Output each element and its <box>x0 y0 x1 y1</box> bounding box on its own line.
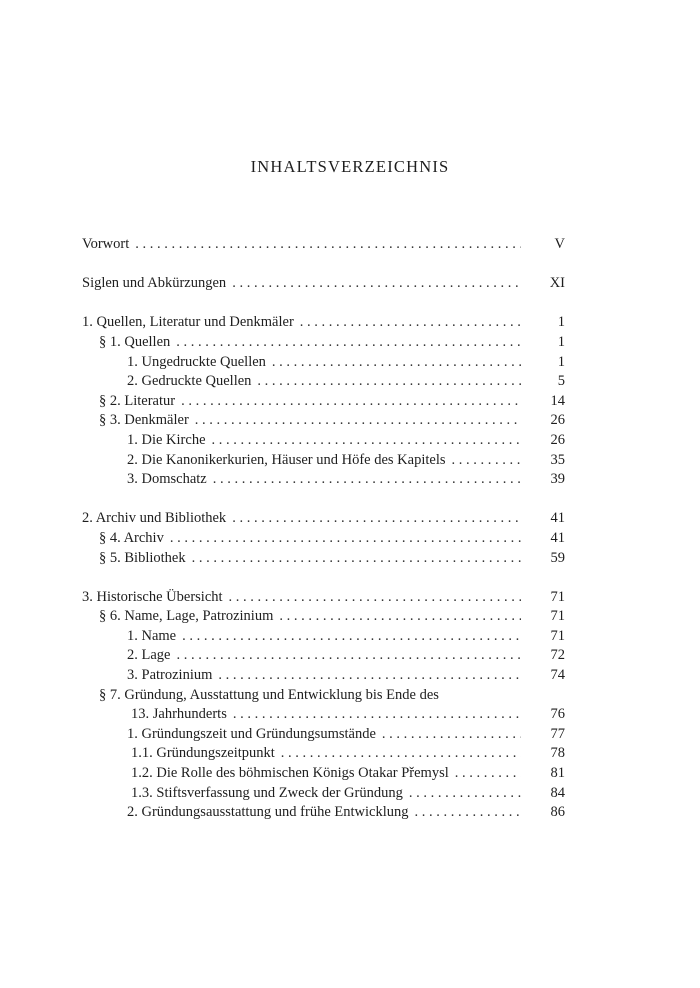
toc-entry <box>82 803 565 823</box>
toc-entry-label: 1. Die Kirche <box>127 431 206 448</box>
toc-entry <box>82 549 565 569</box>
toc-entry-page: 1 <box>557 333 565 350</box>
toc-entry-label: 2. Gründungsausstattung und frühe Entwicklung <box>127 804 409 821</box>
toc-entry-label: § 6. Name, Lage, Patrozinium <box>99 608 274 625</box>
toc-entry-page: V <box>554 236 565 252</box>
toc-entry-label: 1.1. Gründungszeitpunkt <box>131 745 275 762</box>
toc-entry-label: 2. Gedruckte Quellen <box>127 373 252 390</box>
toc-entry-continuation <box>82 705 565 725</box>
toc-entry-label: 3. Historische Übersicht <box>82 588 223 605</box>
toc-entry-page: 41 <box>550 510 565 527</box>
toc-entry-page: 81 <box>550 765 565 782</box>
toc-entry <box>82 392 565 412</box>
toc-entry <box>82 313 565 333</box>
toc-entry-label: 1. Name <box>127 627 177 644</box>
toc-entry-page: XI <box>549 275 565 292</box>
toc-entry-page: 1 <box>557 353 565 370</box>
dot-leader <box>192 549 521 569</box>
toc-entry <box>82 744 565 764</box>
toc-entry-label: 2. Die Kanonikerkurien, Häuser und Höfe des Kapitels <box>127 451 446 468</box>
toc-entry-label: § 1. Quellen <box>99 333 171 350</box>
dot-leader <box>279 607 521 627</box>
dot-leader <box>232 509 521 529</box>
toc-entry-label: 3. Domschatz <box>127 471 207 488</box>
toc-entry-label: § 2. Literatur <box>99 392 176 409</box>
dot-leader <box>257 372 521 392</box>
toc-entry-label: § 5. Bibliothek <box>99 549 186 566</box>
toc-entry-label: § 4. Archiv <box>99 529 164 546</box>
toc-entry-page: 72 <box>550 647 565 664</box>
toc-entry-label: 3. Patrozinium <box>127 667 213 684</box>
toc-entry <box>82 784 565 804</box>
toc-entry <box>82 607 565 627</box>
dot-leader <box>233 705 521 725</box>
toc-entry-label: Vorwort <box>82 236 130 252</box>
toc-entry-page: 1 <box>557 314 565 331</box>
toc-entry-page: 39 <box>550 471 565 488</box>
toc-entry <box>82 666 565 686</box>
dot-leader <box>135 235 521 255</box>
dot-leader <box>382 725 521 745</box>
toc-entry-label: 2. Archiv und Bibliothek <box>82 510 227 527</box>
toc-entry-page: 71 <box>550 627 565 644</box>
dot-leader <box>455 764 521 784</box>
dot-leader <box>213 470 521 490</box>
toc-entry <box>82 431 565 451</box>
dot-leader <box>272 353 521 373</box>
toc-entry-page: 14 <box>550 392 565 409</box>
toc-entry <box>82 529 565 549</box>
toc-entry <box>82 333 565 353</box>
toc-entry <box>82 274 565 294</box>
toc-entry-page: 78 <box>550 745 565 762</box>
toc-entry <box>82 411 565 431</box>
toc-entry-label: Siglen und Abkürzungen <box>82 275 227 292</box>
dot-leader <box>218 666 521 686</box>
toc-entry <box>82 470 565 490</box>
toc-entry-page: 71 <box>550 588 565 605</box>
toc-entry-label: 1.3. Stiftsverfassung und Zweck der Gründung <box>131 784 403 801</box>
dot-leader <box>409 784 521 804</box>
toc-entry <box>82 235 565 255</box>
toc-entry <box>82 588 565 608</box>
dot-leader <box>170 529 521 549</box>
dot-leader <box>415 803 521 823</box>
page-title: INHALTSVERZEICHNIS <box>250 157 450 176</box>
dot-leader <box>452 451 521 471</box>
table-of-contents <box>82 235 565 823</box>
toc-entry-label: § 7. Gründung, Ausstattung und Entwicklung bis Ende des <box>99 686 439 703</box>
toc-entry-page: 76 <box>550 706 565 723</box>
toc-entry <box>82 646 565 666</box>
toc-entry <box>82 451 565 471</box>
toc-entry-page: 86 <box>550 804 565 821</box>
dot-leader <box>176 646 521 666</box>
toc-entry <box>82 509 565 529</box>
toc-entry-page: 77 <box>550 725 565 742</box>
toc-entry <box>82 686 565 706</box>
toc-entry-page: 26 <box>550 412 565 429</box>
toc-entry-page: 71 <box>550 608 565 625</box>
toc-entry <box>82 353 565 373</box>
toc-entry-page: 5 <box>557 373 565 390</box>
dot-leader <box>195 411 521 431</box>
toc-entry-page: 59 <box>550 549 565 566</box>
dot-leader <box>182 627 521 647</box>
toc-entry-page: 84 <box>550 784 565 801</box>
toc-entry-page: 41 <box>550 529 565 546</box>
dot-leader <box>281 744 521 764</box>
toc-entry-page: 35 <box>550 451 565 468</box>
toc-entry <box>82 627 565 647</box>
dot-leader <box>181 392 521 412</box>
dot-leader <box>232 274 521 294</box>
dot-leader <box>229 588 521 608</box>
toc-entry-label: 13. Jahrhunderts <box>131 706 227 723</box>
toc-entry-label: 1. Ungedruckte Quellen <box>127 353 266 370</box>
toc-entry <box>82 372 565 392</box>
dot-leader <box>176 333 521 353</box>
toc-entry-page: 74 <box>550 667 565 684</box>
toc-entry-label: 1.2. Die Rolle des böhmischen Königs Otakar Přemysl <box>131 765 449 782</box>
toc-entry <box>82 725 565 745</box>
toc-entry-page: 26 <box>550 431 565 448</box>
toc-entry-label: 2. Lage <box>127 647 171 664</box>
toc-entry-label: 1. Quellen, Literatur und Denkmäler <box>82 314 294 331</box>
toc-entry-label: 1. Gründungszeit und Gründungsumstände <box>127 725 376 742</box>
dot-leader <box>300 313 521 333</box>
toc-entry <box>82 764 565 784</box>
dot-leader <box>212 431 521 451</box>
toc-entry-label: § 3. Denkmäler <box>99 412 189 429</box>
